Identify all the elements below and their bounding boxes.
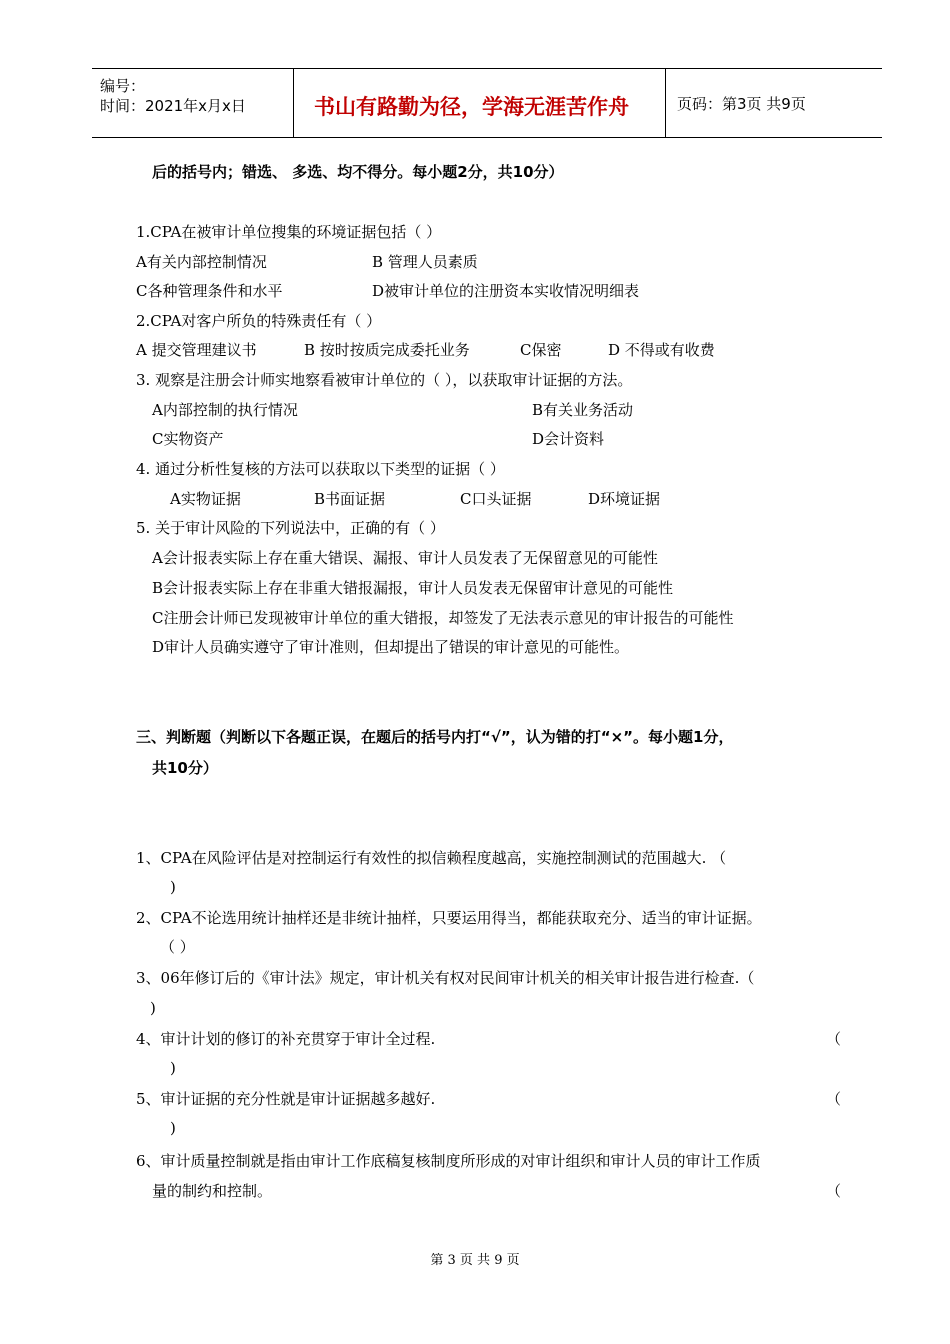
tf-item-4: 4、审计计划的修订的补充贯穿于审计全过程.: [136, 1030, 436, 1048]
header-divider: [293, 69, 294, 137]
option-1d: D被审计单位的注册资本实收情况明细表: [372, 282, 640, 300]
option-4b: B书面证据: [314, 490, 386, 508]
number-label: 编号：: [100, 77, 146, 95]
option-2c: C保密: [520, 341, 562, 359]
section3-title-cont: 共10分）: [152, 759, 218, 777]
header-motto: 书山有路勤为径，学海无涯苦作舟: [314, 95, 629, 119]
tf-item-1-paren: ): [170, 878, 176, 896]
question-4: 4. 通过分析性复核的方法可以获取以下类型的证据（ ）: [136, 460, 505, 478]
option-5b: B会计报表实际上存在非重大错报漏报，审计人员发表无保留审计意见的可能性: [152, 579, 674, 597]
tf-item-5-paren-close: ): [170, 1119, 176, 1137]
tf-item-5-paren-open: （: [826, 1090, 842, 1108]
option-2a: A 提交管理建议书: [136, 341, 257, 359]
header-meta: [92, 69, 292, 137]
option-5c: C注册会计师已发现被审计单位的重大错报，却签发了无法表示意见的审计报告的可能性: [152, 609, 734, 627]
option-5a: A会计报表实际上存在重大错误、漏报、审计人员发表了无保留意见的可能性: [152, 549, 658, 567]
tf-item-6: 6、审计质量控制就是指由审计工作底稿复核制度所形成的对审计组织和审计人员的审计工作质: [136, 1152, 761, 1170]
option-3a: A内部控制的执行情况: [152, 401, 298, 419]
option-1c: C各种管理条件和水平: [136, 282, 283, 300]
header-divider: [665, 69, 666, 137]
tf-item-3: 3、06年修订后的《审计法》规定，审计机关有权对民间审计机关的相关审计报告进行检查.（: [136, 969, 755, 987]
tf-item-6-paren-open: （: [826, 1182, 842, 1200]
option-4c: C口头证据: [460, 490, 532, 508]
tf-item-4-paren-close: ): [170, 1059, 176, 1077]
option-2d: D 不得或有收费: [608, 341, 715, 359]
tf-item-2: 2、CPA不论选用统计抽样还是非统计抽样，只要运用得当，都能获取充分、适当的审计证据。: [136, 909, 762, 927]
option-4a: A实物证据: [170, 490, 241, 508]
option-1a: A有关内部控制情况: [136, 253, 267, 271]
question-5: 5. 关于审计风险的下列说法中，正确的有（ ）: [136, 519, 445, 537]
question-1: 1.CPA在被审计单位搜集的环境证据包括（ ）: [136, 223, 442, 241]
tf-item-6-cont: 量的制约和控制。: [152, 1182, 273, 1200]
option-2b: B 按时按质完成委托业务: [304, 341, 470, 359]
time-label: 时间：2021年x月x日: [100, 97, 246, 115]
tf-item-4-paren-open: （: [826, 1030, 842, 1048]
option-1b: B 管理人员素质: [372, 253, 478, 271]
option-3b: B有关业务活动: [532, 401, 634, 419]
tf-item-1: 1、CPA在风险评估是对控制运行有效性的拟信赖程度越高，实施控制测试的范围越大. （: [136, 849, 727, 867]
tf-item-2-paren: （ ）: [160, 938, 195, 956]
option-4d: D环境证据: [588, 490, 661, 508]
document-header: [92, 68, 882, 138]
page-code: 页码：第3页 共9页: [677, 95, 806, 113]
section3-title: 三、判断题（判断以下各题正误，在题后的括号内打“√”，认为错的打“×”。每小题1分，: [136, 728, 734, 746]
question-3: 3. 观察是注册会计师实地察看被审计单位的（ ），以获取审计证据的方法。: [136, 371, 633, 389]
option-3d: D会计资料: [532, 430, 605, 448]
section2-instruction-tail: 后的括号内；错选、 多选、均不得分。每小题2分，共10分）: [152, 163, 564, 181]
option-3c: C实物资产: [152, 430, 224, 448]
tf-item-3-paren: ): [150, 999, 156, 1017]
tf-item-5: 5、审计证据的充分性就是审计证据越多越好.: [136, 1090, 436, 1108]
page-footer: 第 3 页 共 9 页: [430, 1253, 520, 1268]
option-5d: D审计人员确实遵守了审计准则，但却提出了错误的审计意见的可能性。: [152, 638, 630, 656]
question-2: 2.CPA对客户所负的特殊责任有（ ）: [136, 312, 382, 330]
